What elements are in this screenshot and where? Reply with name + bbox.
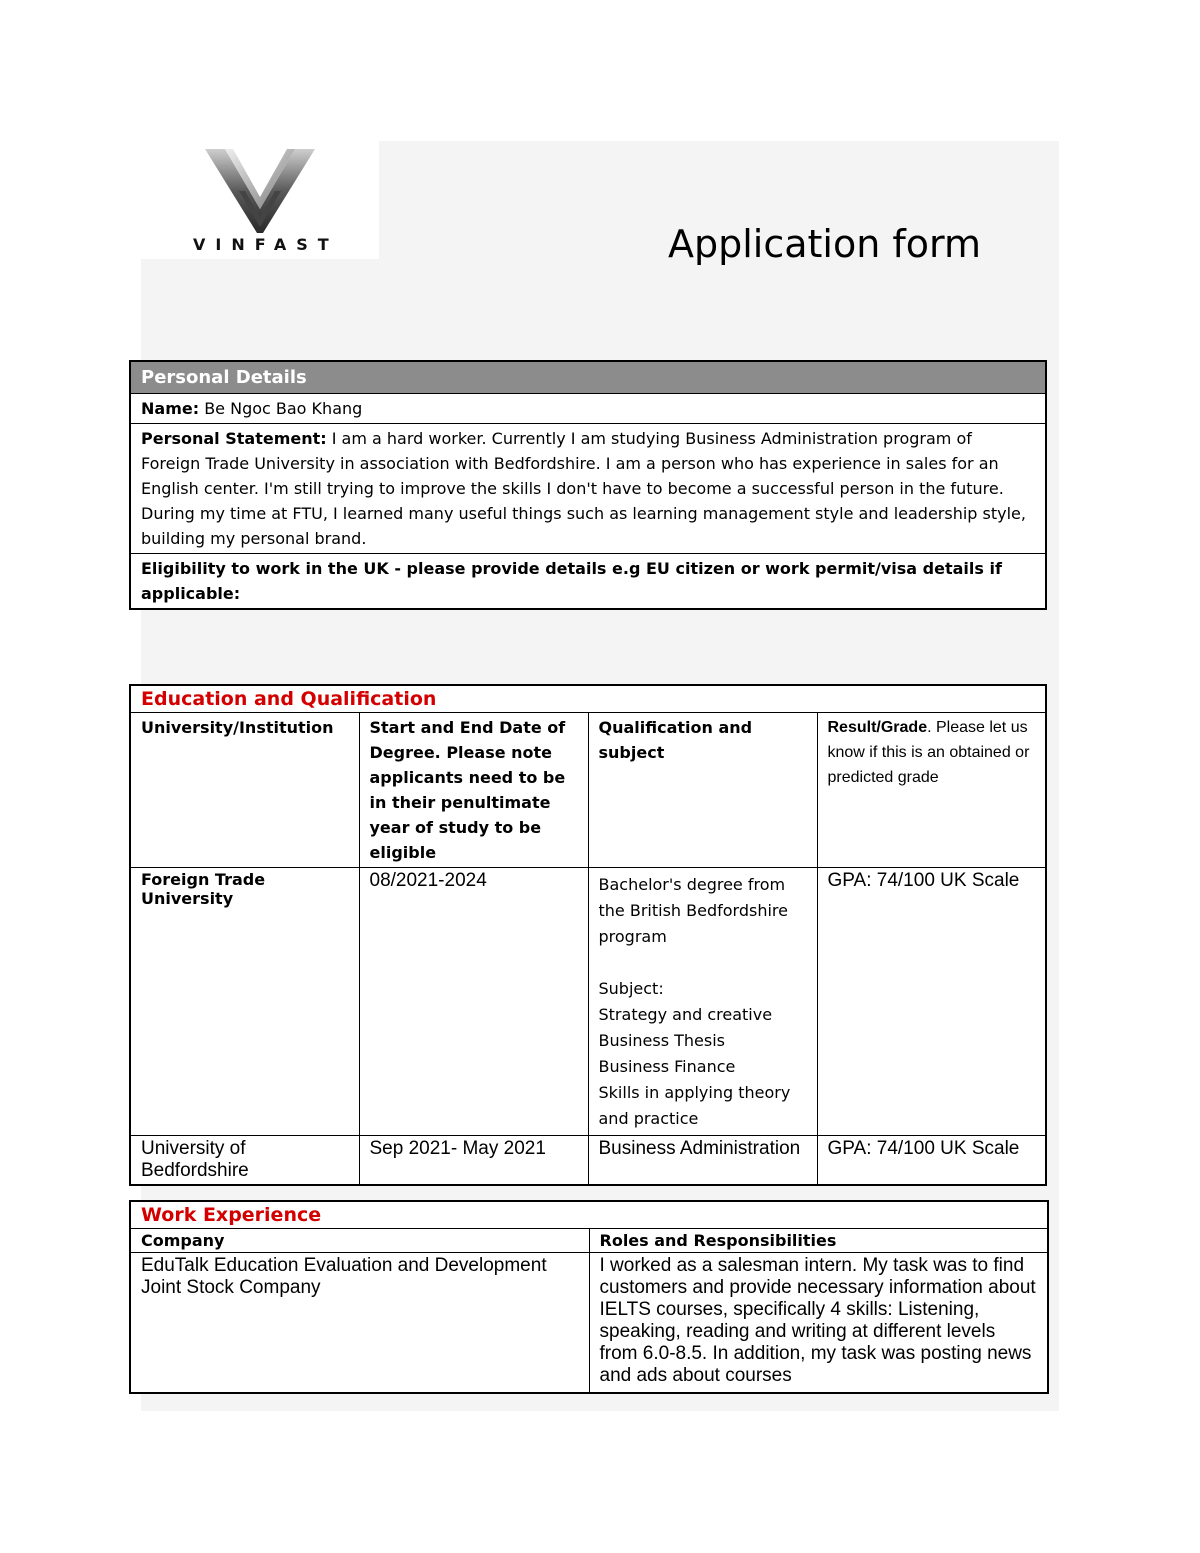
statement-value: I am a hard worker. Currently I am studying Business Administration program of Foreign Trade University in association with Bedfordshire. I am a person who has experience in sales for an English center. I'm still trying to improve the skills I don't have to become a successful person in the future. During my time at FTU, I learned many useful things such as learning management style and leadership style, building my personal brand. [141, 429, 1026, 548]
statement-row [130, 424, 1046, 554]
qualification-cell [588, 868, 817, 1136]
personal-section-title: Personal Details [130, 361, 1046, 394]
qualification-text: Bachelor's degree from the British Bedfordshire program [598, 875, 788, 946]
table-row [130, 868, 1046, 1136]
subject-item: Skills in applying theory and practice [598, 1083, 791, 1128]
statement-label: Personal Statement: [141, 429, 327, 448]
vinfast-logo [141, 141, 379, 259]
roles-cell: I worked as a salesman intern. My task was to find customers and provide necessary information about IELTS courses, specifically 4 skills: Listening, speaking, reading and writing at different levels from 6.0-8.5. In addition, my task was posting news and ads about courses [589, 1253, 1048, 1393]
col-company: Company [130, 1229, 589, 1253]
col-qualification: Qualification and subject [588, 713, 817, 868]
name-value: Be Ngoc Bao Khang [199, 399, 363, 418]
company-cell: EduTalk Education Evaluation and Development Joint Stock Company [130, 1253, 589, 1393]
page-title: Application form [668, 222, 981, 266]
subject-item: Strategy and creative [598, 1005, 773, 1024]
education-table [129, 684, 1047, 1186]
table-row [130, 1253, 1048, 1393]
university-cell: Foreign Trade University [130, 868, 359, 1136]
col-dates: Start and End Date of Degree. Please note applicants need to be in their penultimate year of study to be eligible [359, 713, 588, 868]
subject-item: Business Thesis [598, 1031, 726, 1050]
subject-label: Subject: [598, 979, 664, 998]
personal-details-table [129, 360, 1047, 610]
name-row [130, 394, 1046, 424]
logo-wordmark: VINFAST [193, 235, 339, 254]
col-result-bold: Result/Grade [827, 719, 928, 736]
qualification-cell: Business Administration [588, 1136, 817, 1186]
university-cell: University of Bedfordshire [130, 1136, 359, 1186]
col-roles: Roles and Responsibilities [589, 1229, 1048, 1253]
subject-item: Business Finance [598, 1057, 736, 1076]
name-label: Name: [141, 399, 200, 418]
vinfast-v-icon [203, 147, 317, 237]
dates-cell: 08/2021-2024 [359, 868, 588, 1136]
result-cell: GPA: 74/100 UK Scale [817, 1136, 1046, 1186]
education-section-title: Education and Qualification [130, 685, 1046, 713]
eligibility-row: Eligibility to work in the UK - please provide details e.g EU citizen or work permit/visa details if applicable: [130, 554, 1046, 610]
col-result-rest: . Please let us know if this is an obtained or predicted grade [827, 719, 1030, 786]
work-experience-table [129, 1200, 1049, 1394]
result-cell: GPA: 74/100 UK Scale [817, 868, 1046, 1136]
dates-cell: Sep 2021- May 2021 [359, 1136, 588, 1186]
col-result [817, 713, 1046, 868]
work-section-title: Work Experience [130, 1201, 1048, 1229]
col-university: University/Institution [130, 713, 359, 868]
table-row [130, 1136, 1046, 1186]
